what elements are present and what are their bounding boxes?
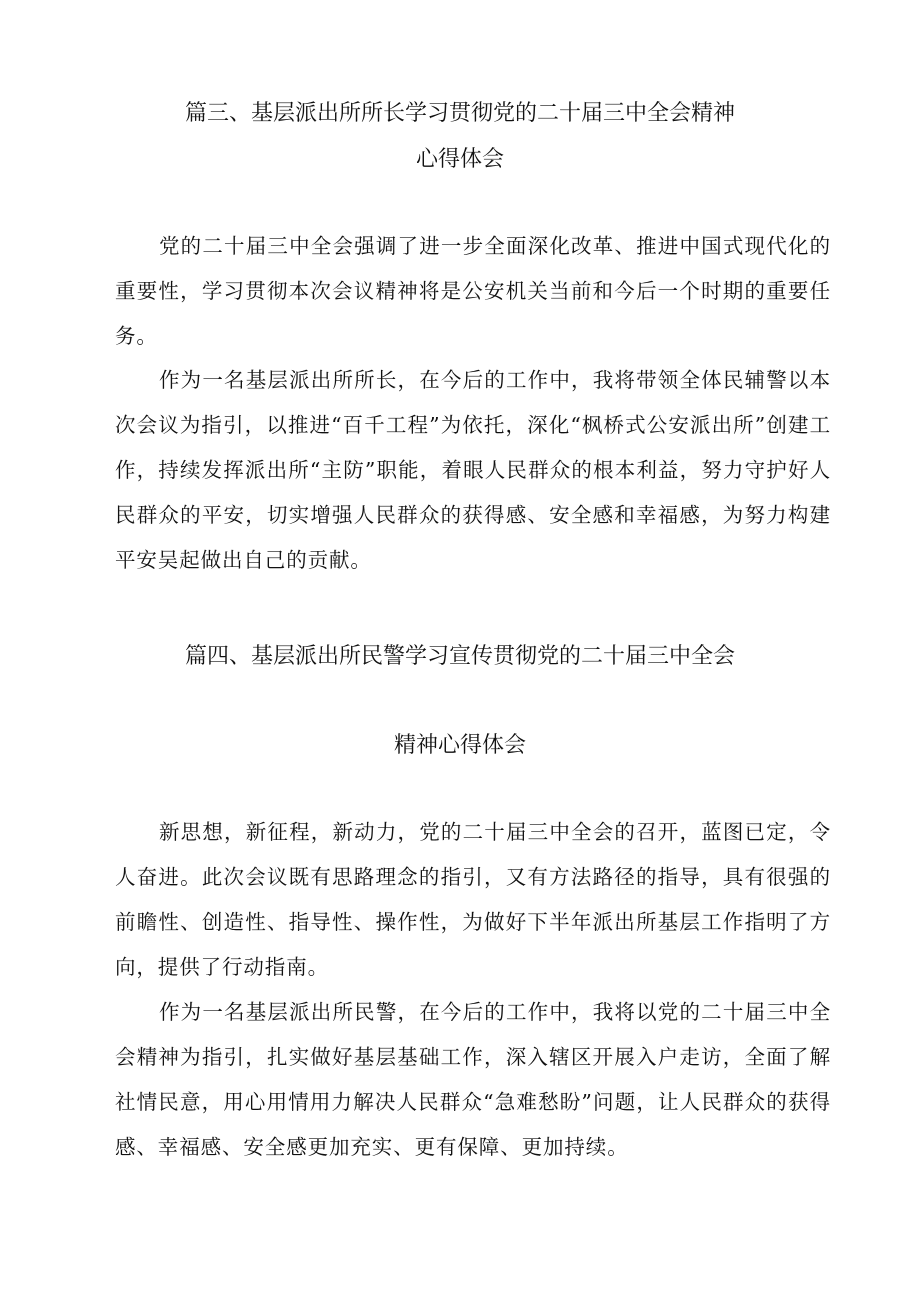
section4-paragraph-2: 作为一名基层派出所民警，在今后的工作中，我将以党的二十届三中全会精神为指引，扎实做好基层基础工作，深入辖区开展入户走访，全面了解社情民意，用心用情用力解决人民群众“急难愁盼”问题，让人民群众的获得感、幸福感、安全感更加充实、更有保障、更加持续。 [115,1000,831,1159]
section4-title-line1: 篇四、基层派出所民警学习宣传贯彻党的二十届三中全会 [184,644,735,669]
section3-paragraph-1: 党的二十届三中全会强调了进一步全面深化改革、推进中国式现代化的重要性，学习贯彻本次会议精神将是公安机关当前和今后一个时期的重要任务。 [115,234,831,348]
section3-title-line1: 篇三、基层派出所所长学习贯彻党的二十届三中全会精神 [184,101,735,126]
section4-paragraph-1: 新思想，新征程，新动力，党的二十届三中全会的召开，蓝图已定，令人奋进。此次会议既有思路理念的指引，又有方法路径的指导，具有很强的前瞻性、创造性、指导性、操作性，为做好下半年派出所基层工作指明了方向，提供了行动指南。 [115,820,831,979]
section3-title-line2: 心得体会 [415,147,504,172]
section4-title-line2: 精神心得体会 [393,733,526,758]
section3-paragraph-2: 作为一名基层派出所所长，在今后的工作中，我将带领全体民辅警以本次会议为指引，以推进“百千工程”为依托，深化“枫桥式公安派出所”创建工作，持续发挥派出所“主防”职能，着眼人民群众的根本利益，努力守护好人民群众的平安，切实增强人民群众的获得感、安全感和幸福感，为努力构建平安吴起做出自己的贡献。 [115,368,831,572]
